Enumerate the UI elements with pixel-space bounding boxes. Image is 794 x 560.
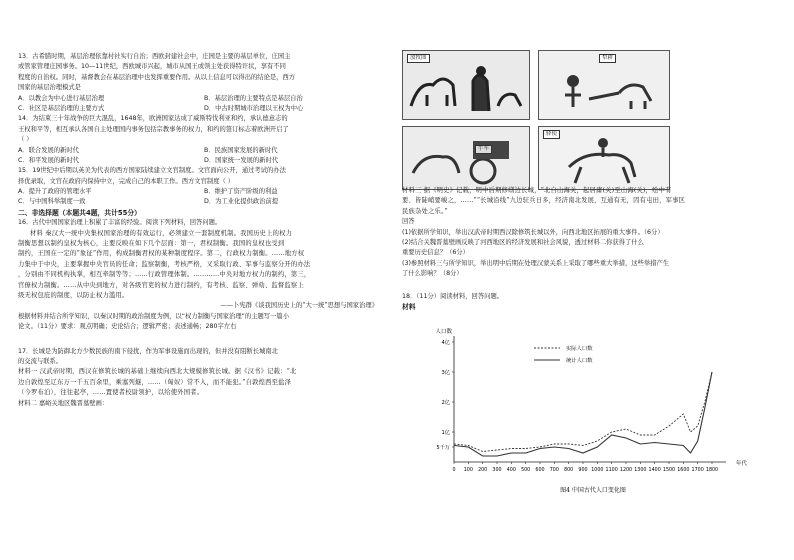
x-tick-label: 1200 xyxy=(619,468,633,473)
population-chart-svg xyxy=(402,312,782,532)
q17-material1-line: 材料一 汉武帝时期，西汉在修筑长城的基础上继续向西北大规模修筑长城。据《汉书》记载：“北 xyxy=(18,368,297,376)
y-tick-label: 1亿 xyxy=(441,430,450,436)
x-tick-label: 900 xyxy=(578,468,588,473)
x-tick-label: 1000 xyxy=(591,468,604,473)
q17-material3-line: 要、皆陡峭要峻之，……”“长城沿线”九边驻兵日多，经济南北发展，互通有无，因有屯田，军事区 xyxy=(402,197,686,205)
legend-label: 统计人口数 xyxy=(566,358,593,364)
y-tick-label: 4亿 xyxy=(441,340,450,346)
q18-intro: 18．（11分）阅读材料，回答问题。 xyxy=(402,292,504,300)
mural-grazing xyxy=(402,50,530,120)
x-tick-label: 1300 xyxy=(634,468,647,473)
question-14 xyxy=(18,114,390,166)
x-tick-label: 1800 xyxy=(705,468,719,473)
mural-label: 犁耕 xyxy=(599,54,616,63)
q14-line: 王权和平等，相互承认各国自主处理国内事务包括宗教事务的权力，和约的签订标志着欧洲开启了 xyxy=(18,125,289,133)
q13-options-row xyxy=(18,94,390,104)
x-tick-label: 1500 xyxy=(662,468,676,473)
x-tick-label: 100 xyxy=(463,468,473,473)
x-tick-label: 1100 xyxy=(605,468,618,473)
q16-material-line: 材料 秦汉大一统中央集权国家治理的有效运行，必须建立一套制度机制。我国历史上的权力 xyxy=(30,229,293,237)
mural-label: 牛车 xyxy=(475,145,492,154)
question-15 xyxy=(18,166,390,208)
q14-option-c: C．和平发展的新时代 xyxy=(18,156,80,164)
q13-line: 13．古希腊时期，基层治理依靠村社实行自治；西欧封建社会中，庄园是主要的基层单位，庄园主 xyxy=(18,53,291,60)
q16-ask: 论文。（11分）要求：观点明确；史论结合；逻辑严密；表述通畅；280字左右 xyxy=(18,323,237,331)
x-tick-label: 1600 xyxy=(677,468,690,473)
left-column xyxy=(18,52,390,409)
q15-options-row xyxy=(18,187,390,197)
q13-option-c: C．社区是基层治理的主要方式 xyxy=(18,104,105,112)
series-line-statistical xyxy=(454,372,712,456)
q17-ask: (1)依据所学知识，举出汉武帝时期西汉除修筑长城以外，向西北地区拓展的重大事件。（6分） xyxy=(402,228,664,236)
mural-label: 放牧图 xyxy=(407,54,430,63)
q17-material2-label: 材料二 嘉峪关地区魏晋墓壁画： xyxy=(18,399,109,407)
q14-options-row xyxy=(18,156,390,166)
q16-ask: 根据材料并结合所学知识，以秦汉时期的政治制度为例，以“权力制衡与国家治理”的主题写一篇小 xyxy=(18,312,289,320)
q18-material-label: 材料 xyxy=(402,302,416,311)
q16-material-line: 官僚权力制衡。……从中央到地方，对各级官吏的权力进行制约，有考核、监察、弹劾、监督监察上 xyxy=(18,281,304,289)
x-tick-label: 400 xyxy=(506,468,516,473)
q13-line: 程度的自治权。同时，基督教会在基层治理中也发挥重要作用。从以上信息可以得出的结论是，西方 xyxy=(18,73,296,81)
x-tick-label: 700 xyxy=(549,468,559,473)
mural-ploughing xyxy=(538,50,670,120)
q17-material3-line: 民族杂处之乐。” xyxy=(402,207,448,215)
x-tick-label: 0 xyxy=(452,468,456,473)
section-heading: 二、非选择题（本题共4题，共计55分） xyxy=(18,208,141,217)
q17-material1-line: 边自敦煌至辽东万一千五百余里，乘塞列燧，……（匈奴）常不入，而不能犯。”自敦煌西至盐泽 xyxy=(18,378,292,386)
q13-options-row xyxy=(18,104,390,114)
x-tick-label: 1400 xyxy=(648,468,661,473)
q16-material-line: ，分别由不同机构执掌，相互牵制等等；……行政管理体制。…………中央对地方权力的制约，第三， xyxy=(18,271,311,279)
x-tick-label: 1700 xyxy=(691,468,704,473)
x-tick-label: 300 xyxy=(492,468,502,473)
right-column-text xyxy=(402,186,780,312)
question-13 xyxy=(18,52,390,114)
answer-label: 回答 xyxy=(402,218,415,226)
q15-line: 15．19世纪中后期以英美为代表的西方国家陆续建立文官制度。文官面向公开，通过考试的办法 xyxy=(18,167,286,175)
q15-option-d: D．为工业化提供政治前提 xyxy=(204,198,279,206)
spacer xyxy=(18,333,390,347)
y-tick-label: 3亿 xyxy=(441,370,450,376)
q15-line: 择优录取，文官在政府内保持中立，完成自己的本职工作。西方文官制度（ ） xyxy=(18,177,235,185)
q14-option-b: B．民族国家发展的新时代 xyxy=(204,146,278,154)
q16-material-line: 级无权包庇的制度，以防止权力滥用。 xyxy=(18,291,129,299)
chart-caption: 图4 中国古代人口变化图 xyxy=(560,487,626,494)
q16-source: ——卜宪群《谈我国历史上的“大一统”思想与国家治理》 xyxy=(220,302,378,310)
y-axis-label: 人口数 xyxy=(435,329,452,335)
mural-courier xyxy=(538,126,670,190)
mural-label: 驿使 xyxy=(543,130,560,139)
x-tick-label: 800 xyxy=(564,468,574,473)
q17-material3-line: 材料三 据《明史》记载，明中后期修缮边长城，“北自山海关，起居庸(关)至山海(关)，绘中有 xyxy=(402,187,672,194)
spacer xyxy=(402,280,780,292)
q16-material-line: 制约，王国在一定的“象征”作用，构成制衡君权的某种制度程序。第二，行政权力制衡。……地方权 xyxy=(18,250,305,258)
q17-ask: 重要历史信息？（6分） xyxy=(402,249,469,257)
oxcart-figure-icon xyxy=(403,127,530,190)
q17-ask: (3)参照材料三与所学知识，举出明中后期在处理汉蒙关系上采取了哪些重大举措，这些举措产生 xyxy=(402,259,670,267)
q13-option-d: D．中古时期城市治理以王权为中心 xyxy=(204,104,304,112)
q15-option-a: A．提升了政府的管理水平 xyxy=(18,188,92,196)
q16-intro: 16．古代中国国家治理上积累了丰富的经验。阅读下列材料，回答问题。 xyxy=(18,219,222,227)
q17-intro: 17．长城是为防御北方少数民族的南下侵扰，作为军事设施而出现的，但并没有阻断长城南北 xyxy=(18,347,278,355)
q17-intro: 的交流与联系。 xyxy=(18,357,63,365)
q13-line: 或管家管理庄园事务。10—11世纪，西欧城市兴起，城市从国王或领主处获得特许状，享有不同 xyxy=(18,63,286,71)
q14-line: 14．为结束三十年战争的巨大混乱，1648年，欧洲国家达成了威斯特伐利亚和约，承认德意志的 xyxy=(18,115,288,123)
q13-line: 国家的基层治理模式是 xyxy=(18,84,81,92)
q15-option-c: C．与中国科举制度一致 xyxy=(18,198,86,206)
series-line-actual xyxy=(454,372,712,452)
mural-oxcart xyxy=(402,126,530,190)
q16-material-line: 力集中于中央，主要掌握中央官员的任命；监察制衡，考核严格，又采取行政、军事与监察分开的办法 xyxy=(18,260,311,268)
q13-option-b: B．基层治理的主要特点是基层自治 xyxy=(204,94,303,102)
x-axis-label: 年代 xyxy=(736,461,748,467)
q14-option-d: D．国家统一发展的新时代 xyxy=(204,156,279,164)
q14-options-row xyxy=(18,146,390,156)
q14-option-a: A．联合发展的新时代 xyxy=(18,146,79,154)
population-chart xyxy=(402,312,782,532)
q17-ask: 了什么影响？（8分） xyxy=(402,270,463,278)
y-tick-label: 2亿 xyxy=(441,400,450,406)
q16-material-line: 制衡思想以制约皇权为核心，主要反映在如下几个层面：第一，君权制衡。我国的皇权也受到 xyxy=(18,240,285,248)
x-tick-label: 500 xyxy=(521,468,531,473)
q17-ask: (2)结合关魏晋墓壁画反映了河西地区的经济发展和社会风貌，透过材料二你获得了什么 xyxy=(402,238,644,246)
x-tick-label: 600 xyxy=(535,468,545,473)
question-17 xyxy=(18,347,390,409)
question-16 xyxy=(18,218,390,332)
q15-options-row xyxy=(18,197,390,207)
q17-material1-line: （今罗布泊），往往起亭，……置使者校尉领护，以给使外国者。 xyxy=(18,389,204,397)
q13-option-a: A．以教会为中心进行基层治理 xyxy=(18,94,105,102)
q15-option-b: B．维护了资产阶级的利益 xyxy=(204,188,278,196)
y-tick-label: 5千万 xyxy=(436,445,450,451)
q14-line: （ ） xyxy=(18,136,33,144)
x-tick-label: 200 xyxy=(478,468,488,473)
legend-label: 实际人口数 xyxy=(566,346,593,352)
